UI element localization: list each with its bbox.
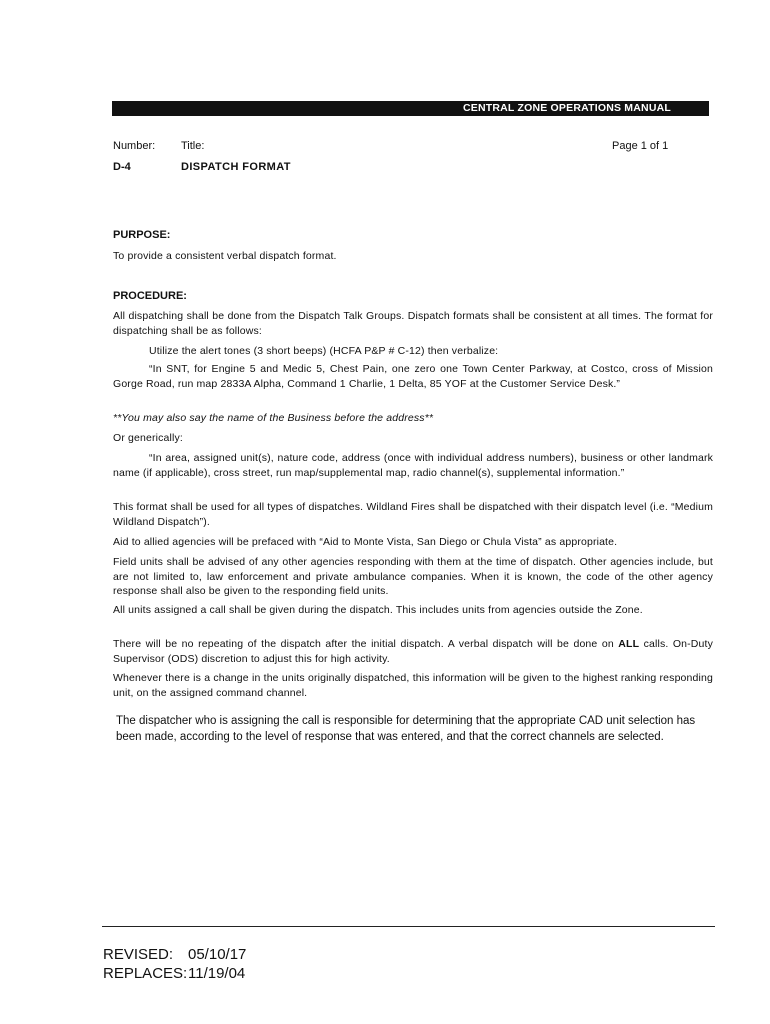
footer-divider (102, 926, 715, 927)
field-units-paragraph: Field units shall be advised of any other agencies responding with them at the time of dispatch. Other agencies include, but are not limited to, law enforcement and private ambulance companies. When it is known, the code of the other agency response shall also be given to the responding field units. (113, 556, 713, 597)
header-bar (112, 101, 709, 116)
allied-agencies-paragraph: Aid to allied agencies will be prefaced with “Aid to Monte Vista, San Diego or Chula Vista” as appropriate. (113, 536, 618, 548)
replaces-row (103, 965, 245, 982)
no-repeat-text-end: calls. On-Duty Supervisor (ODS) discretion to adjust this for high activity. (113, 638, 714, 665)
generic-dispatch-quote: “In area, assigned unit(s), nature code, address (once with individual address numbers), business or other landmark name (if applicable), cross street, run map/supplemental map, radio channel(s), supplemental information.” (113, 452, 713, 479)
replaces-label: REPLACES: (103, 965, 188, 982)
dispatcher-responsibility-paragraph: The dispatcher who is assigning the call is responsible for determining that the appropriate CAD unit selection has been made, according to the level of response that was entered, and that the correct channels are selected. (116, 715, 696, 743)
all-types-paragraph: This format shall be used for all types of dispatches. Wildland Fires shall be dispatched with their dispatch level (i.e. “Medium Wildland Dispatch”). (113, 501, 713, 528)
procedure-heading: PROCEDURE: (113, 290, 187, 302)
all-emphasis: ALL (618, 638, 640, 650)
all-units-paragraph: All units assigned a call shall be given during the dispatch. This includes units from agencies outside the Zone. (113, 604, 643, 616)
document-number: D-4 (113, 161, 131, 173)
no-repeat-paragraph (113, 637, 713, 666)
no-repeat-text-start: There will be no repeating of the dispatch after the initial dispatch. A verbal dispatch will be done on (113, 638, 619, 650)
business-name-note: **You may also say the name of the Business before the address** (113, 412, 434, 424)
change-units-paragraph: Whenever there is a change in the units originally dispatched, this information will be given to the highest ranking responding unit, on the assigned command channel. (113, 672, 713, 699)
title-label: Title: (181, 140, 205, 152)
revised-row (103, 946, 246, 963)
number-label: Number: (113, 140, 156, 152)
purpose-heading: PURPOSE: (113, 229, 171, 241)
alert-tones-instruction: Utilize the alert tones (3 short beeps) (HCFA P&P # C-12) then verbalize: (149, 345, 499, 357)
replaces-date: 11/19/04 (188, 965, 246, 982)
revised-date: 05/10/17 (188, 946, 247, 963)
purpose-text: To provide a consistent verbal dispatch format. (113, 250, 337, 262)
manual-title: CENTRAL ZONE OPERATIONS MANUAL (462, 102, 671, 114)
example-dispatch-quote: “In SNT, for Engine 5 and Medic 5, Chest Pain, one zero one Town Center Parkway, at Costco, cross of Mission Gorge Road, run map 2833A Alpha, Command 1 Charlie, 1 Delta, 85 YOF at the Customer Service Desk.” (113, 363, 713, 390)
revised-label: REVISED: (103, 946, 174, 963)
page-indicator: Page 1 of 1 (612, 140, 669, 152)
document-title: DISPATCH FORMAT (181, 161, 291, 173)
procedure-intro: All dispatching shall be done from the Dispatch Talk Groups. Dispatch formats shall be consistent at all times. The format for dispatching shall be as follows: (113, 310, 713, 337)
or-generically-label: Or generically: (113, 432, 183, 444)
